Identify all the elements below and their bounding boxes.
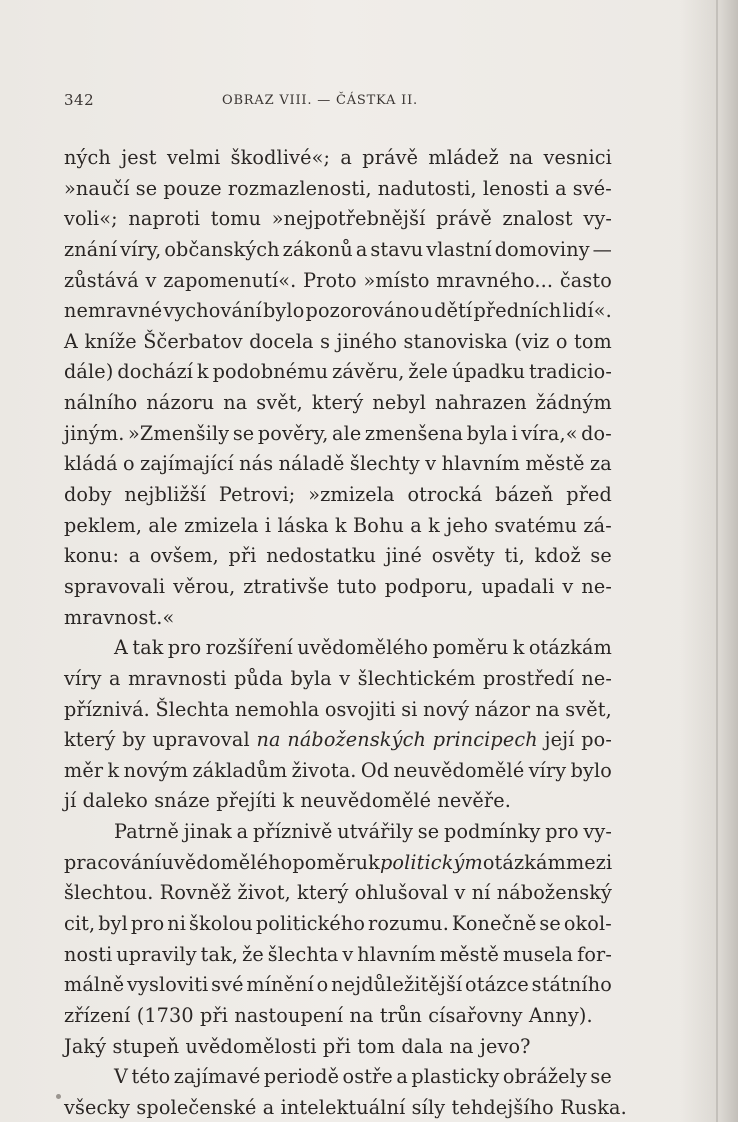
text-line: jí daleko snáze přejíti k neuvědomělé nevěře. <box>64 789 512 813</box>
text-line: »naučí se pouze rozmazlenosti, nadutosti, lenosti a své- <box>64 176 612 200</box>
text-line: doby nejbližší Petrovi; »zmizela otrocká bázeň před <box>64 483 612 507</box>
text-line: zůstává v zapomenutí«. Proto »místo mravného... často <box>64 268 612 292</box>
text-line: znání víry, občanských zákonů a stavu vlastní domoviny — <box>64 237 612 261</box>
text-line: spravovali věrou, ztrativše tuto podporu, upadali v ne- <box>64 574 612 598</box>
text-line: Jaký stupeň uvědomělosti při tom dala na jevo? <box>64 1034 531 1058</box>
text-line: cit, byl pro ni školou politického rozumu. Konečně se okol- <box>64 912 612 936</box>
page-speck <box>56 1094 61 1099</box>
text-line: zřízení (1730 při nastoupení na trůn císařovny Anny). <box>64 1003 593 1027</box>
running-header <box>64 88 624 114</box>
text-line: peklem, ale zmizela i láska k Bohu a k jeho svatému zá- <box>64 513 612 537</box>
text-line: Patrně jinak a příznivě utvářily se podmínky pro vy- <box>114 820 612 844</box>
text-line: příznivá. Šlechta nemohla osvojiti si nový názor na svět, <box>64 697 612 721</box>
text-line: šlechtou. Rovněž život, který ohlušoval v ní náboženský <box>64 881 612 905</box>
text-line: všecky společenské a intelektuální síly tehdejšího Ruska. <box>64 1095 627 1119</box>
text-line: A kníže Ščerbatov docela s jiného stanoviska (viz o tom <box>64 329 612 353</box>
text-line: kládá o zajímající nás náladě šlechty v hlavním městě za <box>64 452 612 476</box>
text-line: dále) dochází k podobnému závěru, žele úpadku tradicio- <box>64 360 612 384</box>
page-number: 342 <box>64 91 95 109</box>
body-text <box>64 143 627 1122</box>
text-line: měr k novým základům života. Od neuvědomělé víry bylo <box>64 758 612 782</box>
text-line: voli«; naproti tomu »nejpotřebnější právě znalost vy- <box>64 207 612 231</box>
text-line: málně vysloviti své mínění o nejdůležitější otázce státního <box>64 973 612 997</box>
text-line: A tak pro rozšíření uvědomělého poměru k otázkám <box>114 636 612 660</box>
page-edge-shadow <box>680 0 738 1122</box>
text-line: nosti upravily tak, že šlechta v hlavním městě musela for- <box>64 942 612 966</box>
text-line: víry a mravnosti půda byla v šlechtickém prostředí ne- <box>64 666 612 690</box>
text-line: ných jest velmi škodlivé«; a právě mládež na vesnici <box>64 146 612 169</box>
text-line: nálního názoru na svět, který nebyl nahrazen žádným <box>64 391 612 415</box>
text-line: jiným. »Zmenšily se pověry, ale zmenšena byla i víra,« do- <box>64 421 612 445</box>
text-line: mravnost.« <box>64 605 175 629</box>
running-title: OBRAZ VIII. — ČÁSTKA II. <box>222 93 418 108</box>
text-line: V této zajímavé periodě ostře a plasticky obrážely se <box>114 1065 612 1089</box>
text-line: konu: a ovšem, při nedostatku jiné osvěty ti, kdož se <box>64 544 612 568</box>
text-line: který by upravoval na náboženských principech její po- <box>64 728 612 752</box>
text-line: pracování uvědomělého poměru k politickým otázkám mezi <box>64 850 613 874</box>
page-fold <box>716 0 718 1122</box>
text-line: nemravné vychování bylo pozorováno u dětí předních lidí«. <box>64 299 612 323</box>
